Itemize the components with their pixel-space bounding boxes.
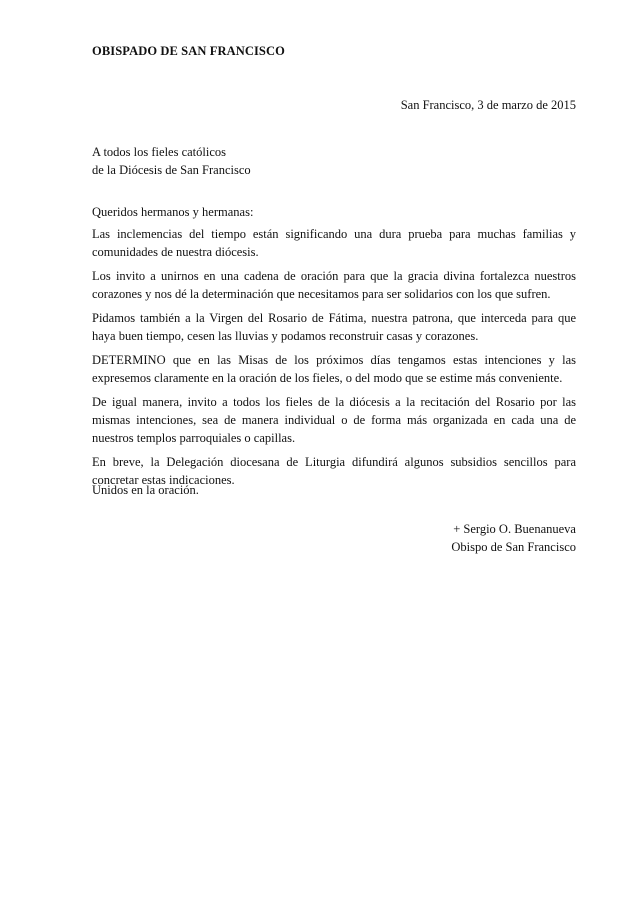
salutation: Queridos hermanos y hermanas: <box>92 205 254 219</box>
paragraph-5: De igual manera, invito a todos los fieles de la diócesis a la recitación del Rosario por las mismas intenciones, sea de manera individual o de forma más organizada en cada una de nuestros templos parroquiales o capillas. <box>92 395 576 445</box>
paragraph-2: Los invito a unirnos en una cadena de oración para que la gracia divina fortalezca nuestros corazones y nos dé la determinación que necesitamos para ser solidarios con los que sufren. <box>92 269 576 301</box>
recipient-line-1: A todos los fieles católicos <box>92 145 227 159</box>
recipient-line-2: de la Diócesis de San Francisco <box>92 163 251 177</box>
paragraph-3: Pidamos también a la Virgen del Rosario de Fátima, nuestra patrona, que interceda para que haya buen tiempo, cesen las lluvias y podamos reconstruir casas y corazones. <box>92 311 576 343</box>
letter-date: San Francisco, 3 de marzo de 2015 <box>400 98 576 112</box>
closing-line: Unidos en la oración. <box>92 483 199 497</box>
letter-body <box>92 225 576 495</box>
signature-block <box>451 520 576 556</box>
paragraph-1: Las inclemencias del tiempo están significando una dura prueba para muchas familias y comunidades de nuestra diócesis. <box>92 227 576 259</box>
recipient-block <box>92 143 251 179</box>
header-title: OBISPADO DE SAN FRANCISCO <box>92 44 285 58</box>
signature-name: + Sergio O. Buenanueva <box>453 522 576 536</box>
paragraph-4: DETERMINO que en las Misas de los próximos días tengamos estas intenciones y las expresemos claramente en la oración de los fieles, o del modo que se estime más conveniente. <box>92 353 576 385</box>
signature-title: Obispo de San Francisco <box>451 540 576 554</box>
paragraph-6: En breve, la Delegación diocesana de Liturgia difundirá algunos subsidios sencillos para concretar estas indicaciones. <box>92 455 576 487</box>
